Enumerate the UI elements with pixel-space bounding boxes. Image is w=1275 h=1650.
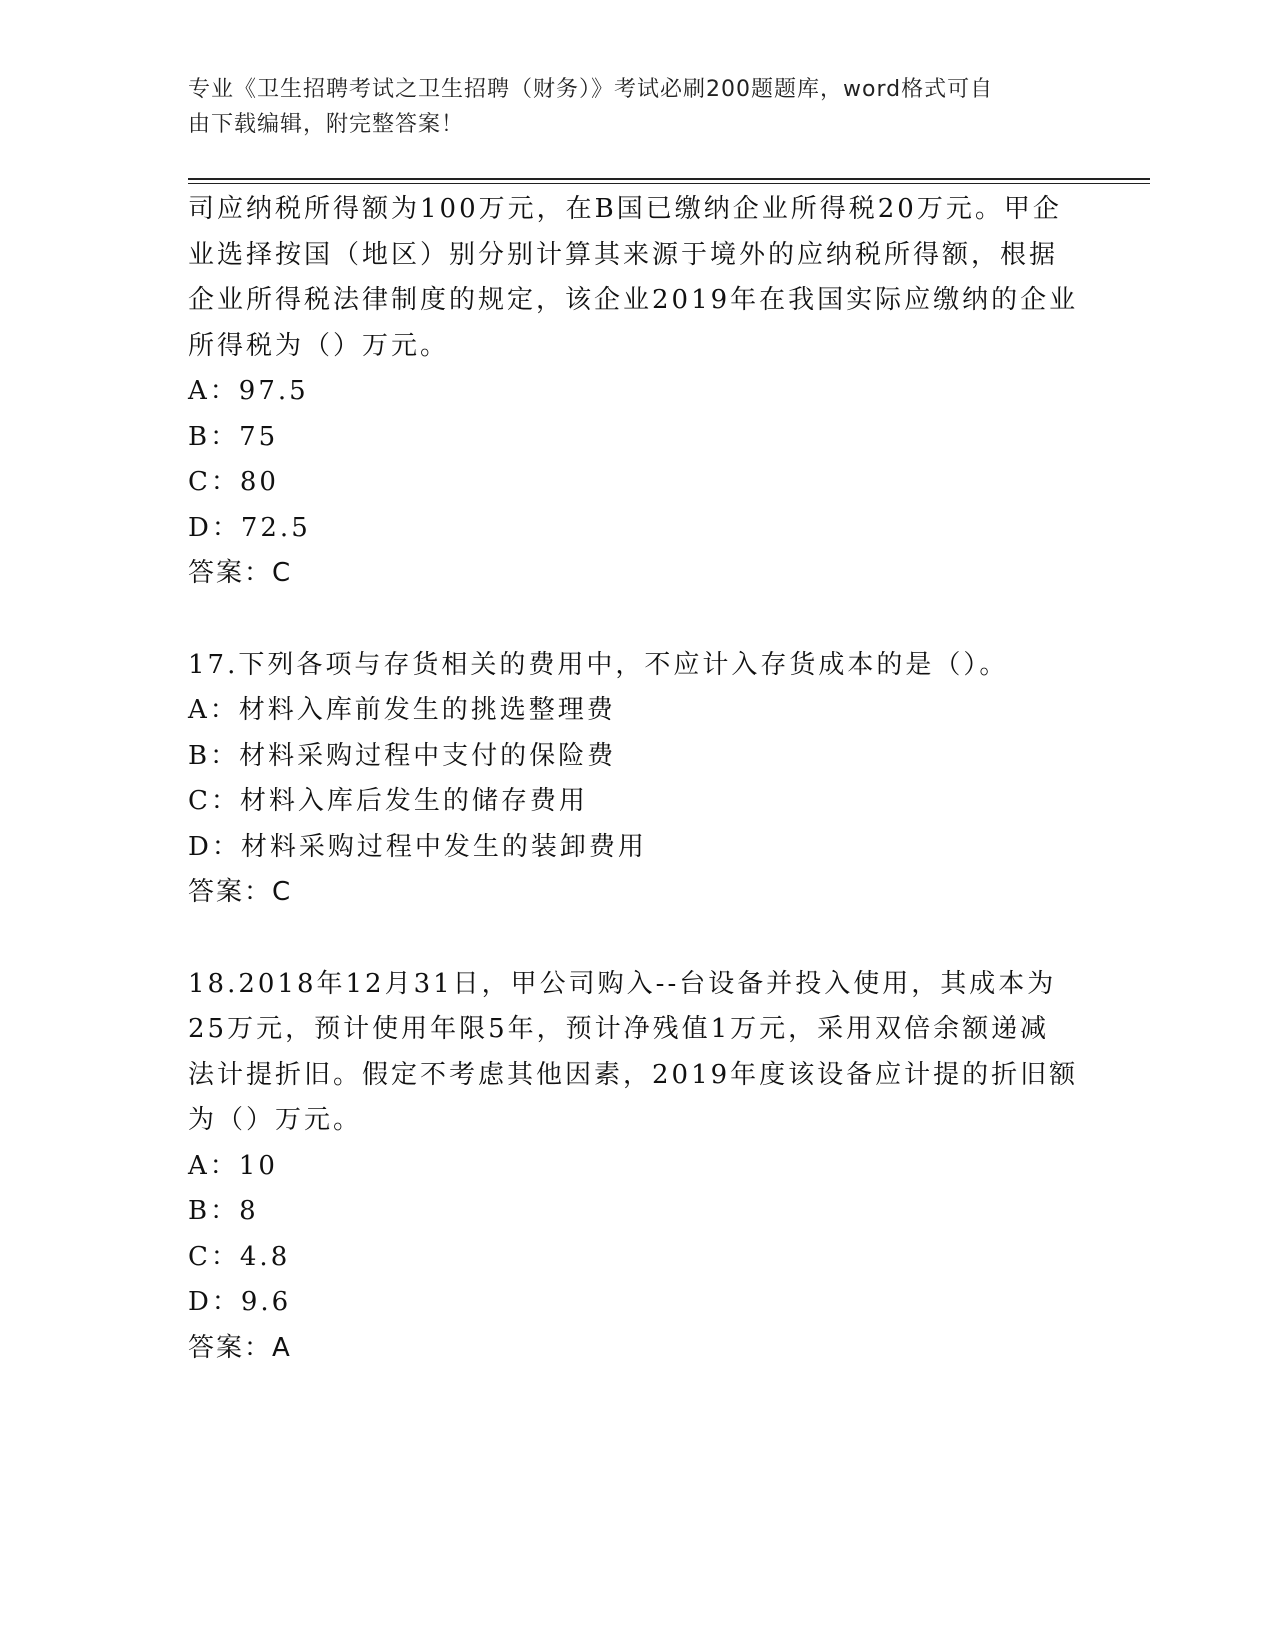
question-17-option-c: C：材料入库后发生的储存费用 bbox=[188, 786, 588, 816]
question-16-stem-line: 司应纳税所得额为100万元，在B国已缴纳企业所得税20万元。甲企 bbox=[188, 194, 1062, 224]
header-rule-thick bbox=[188, 178, 1150, 180]
question-18-stem-line: 25万元，预计使用年限5年，预计净残值1万元，采用双倍余额递减 bbox=[188, 1014, 1050, 1044]
question-content bbox=[188, 187, 1088, 1371]
header-rule-thin bbox=[188, 183, 1150, 184]
question-17-option-b: B：材料采购过程中支付的保险费 bbox=[188, 740, 617, 771]
question-18-option-c: C：4.8 bbox=[188, 1241, 291, 1272]
question-18 bbox=[188, 962, 1088, 1372]
question-spacer bbox=[188, 597, 1088, 643]
question-18-stem-line: 18.2018年12月31日，甲公司购入--台设备并投入使用，其成本为 bbox=[188, 968, 1057, 999]
question-17-stem-line: 17.下列各项与存货相关的费用中，不应计入存货成本的是（）。 bbox=[188, 649, 1009, 680]
question-16-stem-line: 企业所得税法律制度的规定，该企业2019年在我国实际应缴纳的企业 bbox=[188, 285, 1079, 315]
question-18-stem-line: 为（）万元。 bbox=[188, 1105, 363, 1135]
question-16-stem-line: 业选择按国（地区）别分别计算其来源于境外的应纳税所得额，根据 bbox=[188, 239, 1059, 270]
question-17-option-d: D：材料采购过程中发生的装卸费用 bbox=[188, 831, 647, 862]
question-18-answer: 答案：A bbox=[188, 1332, 292, 1363]
question-16-option-c: C：80 bbox=[188, 467, 279, 497]
question-18-option-d: D：9.6 bbox=[188, 1287, 292, 1317]
question-spacer bbox=[188, 916, 1088, 962]
document-header bbox=[188, 72, 1068, 142]
question-18-option-a: A：10 bbox=[188, 1150, 278, 1181]
question-17-answer: 答案：C bbox=[188, 877, 293, 907]
header-line-2: 由下载编辑，附完整答案！ bbox=[188, 112, 465, 137]
question-16-option-a: A：97.5 bbox=[188, 376, 309, 406]
question-16 bbox=[188, 187, 1088, 597]
question-16-option-d: D：72.5 bbox=[188, 512, 311, 543]
question-17-option-a: A：材料入库前发生的挑选整理费 bbox=[188, 695, 616, 725]
question-16-answer: 答案：C bbox=[188, 558, 293, 588]
question-16-stem-line: 所得税为（）万元。 bbox=[188, 330, 450, 361]
question-16-option-b: B：75 bbox=[188, 421, 279, 452]
header-line-1: 专业《卫生招聘考试之卫生招聘（财务）》考试必刷200题题库，word格式可自 bbox=[188, 77, 994, 102]
question-18-option-b: B：8 bbox=[188, 1196, 259, 1226]
question-18-stem-line: 法计提折旧。假定不考虑其他因素，2019年度该设备应计提的折旧额 bbox=[188, 1059, 1079, 1090]
question-17 bbox=[188, 643, 1088, 916]
